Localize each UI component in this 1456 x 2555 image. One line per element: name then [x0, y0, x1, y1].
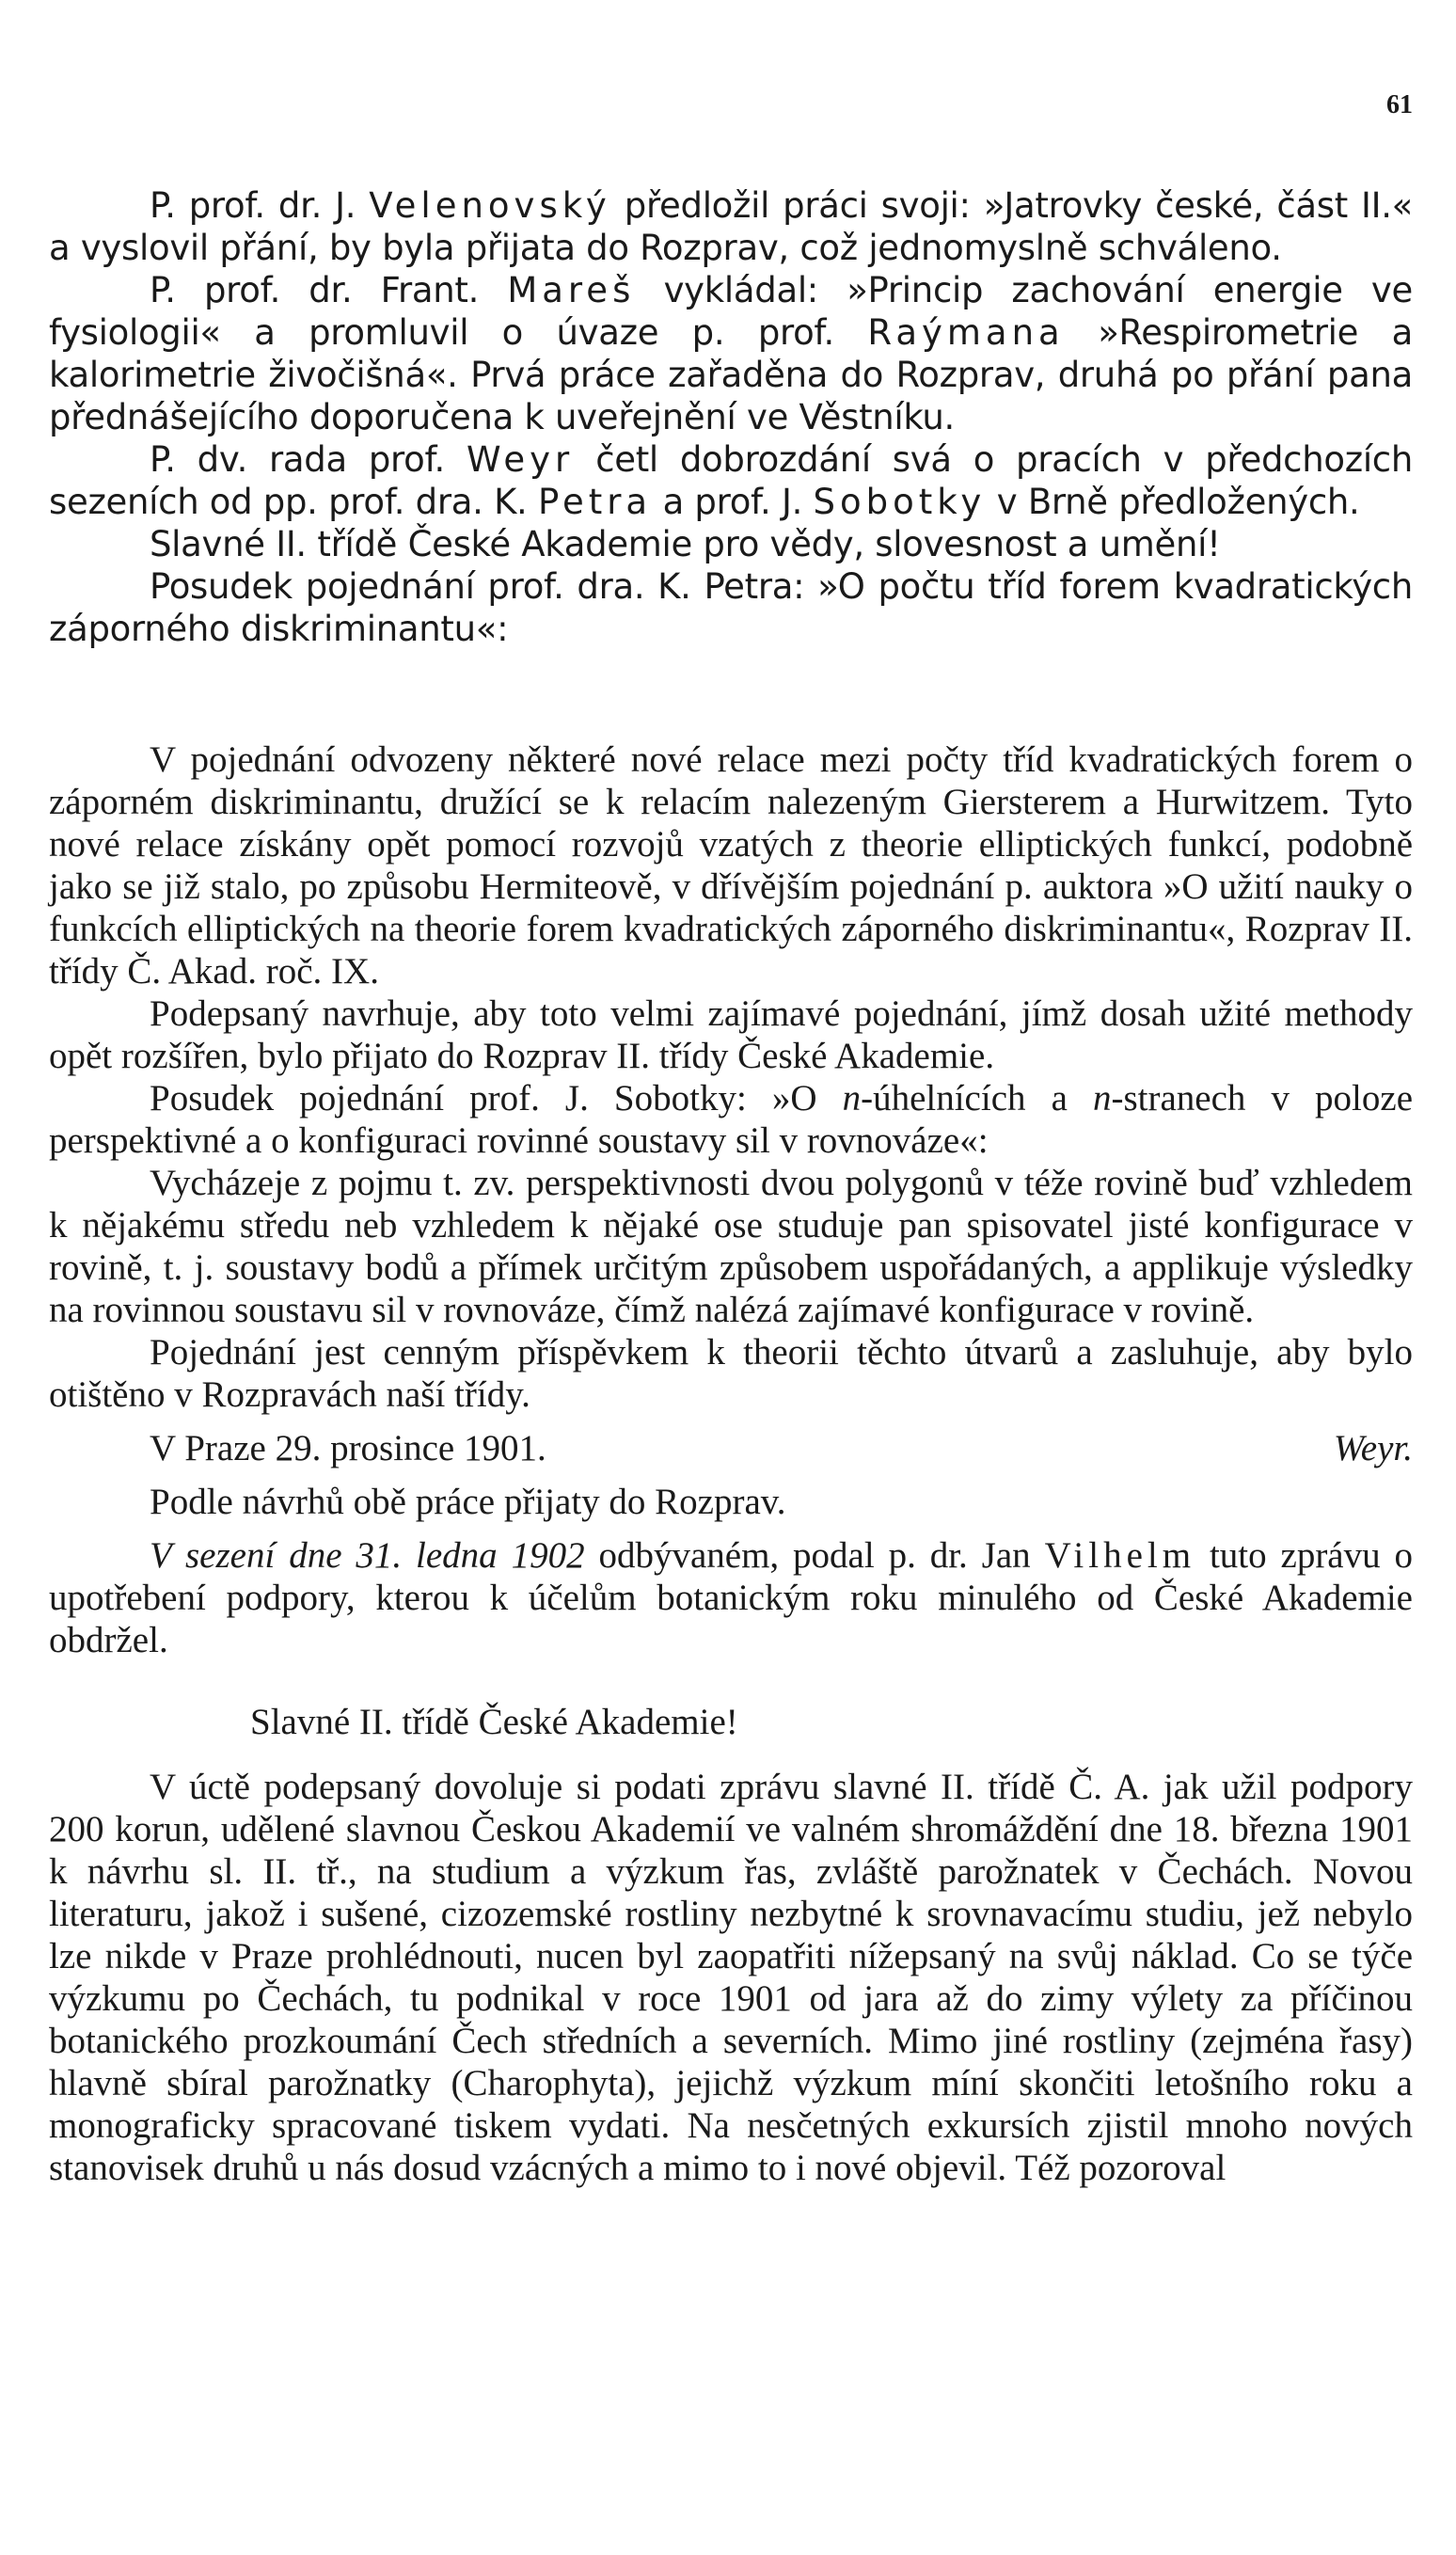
- paragraph-review-sobotka-proposal: Pojednání jest cenným příspěvkem k theorii těchto útvarů a zasluhuje, aby bylo otištěno v Rozpravách naší třídy.: [49, 1332, 1413, 1415]
- paragraph-review-sobotka-title: Posudek pojednání prof. J. Sobotky: »O n-úhelnících a n-stranech v poloze perspektivné a o konfiguraci rovinné soustavy sil v rovnováze«:: [49, 1078, 1414, 1161]
- date-line: V Praze 29. prosince 1901.: [150, 1428, 546, 1468]
- council-minutes-block: [49, 184, 1413, 650]
- name-sobotka: Sobotky: [813, 482, 987, 522]
- page-number: 61: [1386, 90, 1413, 119]
- paragraph-accepted: Podle návrhů obě práce přijaty do Rozprav.: [150, 1482, 786, 1522]
- name-mares: Mareš: [507, 270, 636, 310]
- date-signature-line: [49, 1427, 1413, 1469]
- salutation: Slavné II. třídě České Akademie!: [250, 1702, 738, 1742]
- paragraph-review-petr-proposal: Podepsaný navrhuje, aby toto velmi zajímavé pojednání, jímž dosah užité methody opět rozšířen, bylo přijato do Rozprav II. třídy České Akademie.: [49, 993, 1413, 1076]
- name-petr: Petra: [537, 482, 653, 522]
- paragraph-review-petr-title: Posudek pojednání prof. dra. K. Petra: »O počtu tříd forem kvadratických záporného diskriminantu«:: [49, 566, 1413, 649]
- paragraph-address: Slavné II. třídě České Akademie pro vědy, slovesnost a umění!: [150, 524, 1221, 564]
- paragraph-vilhelm-intro: V sezení dne 31. ledna 1902 odbývaném, podal p. dr. Jan Vilhelm tuto zprávu o upotřebení podpory, kterou k účelům botanickým roku minulého od České Akademie obdržel.: [49, 1535, 1413, 1660]
- name-weyr: Weyr: [466, 439, 575, 480]
- review-block: [49, 738, 1413, 2189]
- name-rayman: Raýmana: [867, 312, 1065, 353]
- paragraph-vilhelm-report: V úctě podepsaný dovoluje si podati zprávu slavné II. třídě Č. A. jak užil podpory 200 korun, udělené slavnou Českou Akademií ve valném shromáždění dne 18. března 1901 k návrhu sl. II. tř., na studium a výzkum řas, zvláště parožnatek v Čechách. Novou literaturu, jakož i sušené, cizozemské rostliny nezbytné k srovnavacímu studiu, jež nebylo lze nikde v Praze prohlédnouti, nucen byl zaopatřiti nížepsaný na svůj náklad. Co se týče výzkumu po Čechách, tu podnikal v roce 1901 od jara až do zimy výlety za příčinou botanického prozkoumání Čech středních a severních. Mimo jiné rostliny (zejména řasy) hlavně sbíral parožnatky (Charophyta), jejichž výzkum míní skončiti letošního roku a monograficky spracované tiskem vydati. Na nesčetných exkursích zjistil mnoho nových stanovisek druhů u nás dosud vzácných a mimo to i nové objevil. Též pozoroval: [49, 1767, 1413, 2188]
- name-vilhelm: Vilhelm: [1044, 1535, 1196, 1576]
- paragraph-weyr: P. dv. rada prof. Weyr četl dobrozdání svá o pracích v předchozích sezeních od pp. prof. dra. K. Petra a prof. J. Sobotky v Brně předložených.: [49, 439, 1414, 522]
- paragraph-mares: P. prof. dr. Frant. Mareš vykládal: »Princip zachování energie ve fysiologii« a promluvil o úvaze p. prof. Raýmana »Respirometrie a kalorimetrie živočišná«. Prvá práce zařaděna do Rozprav, druhá po přání pana přednášejícího doporučena k uveřejnění ve Věstníku.: [49, 270, 1413, 437]
- paragraph-review-petr-body: V pojednání odvozeny některé nové relace mezi počty tříd kvadratických forem o záporném diskriminantu, družící se k relacím nalezeným Giersterem a Hurwitzem. Tyto nové relace získány opět pomocí rozvojů vzatých z theorie elliptických funkcí, podobně jako se již stalo, po způsobu Hermiteově, v dřívějším pojednání p. auktora »O užití nauky o funkcích elliptických na theorie forem kvadratických záporného diskriminantu«, Rozprav II. třídy Č. Akad. roč. IX.: [49, 739, 1413, 992]
- paragraph-review-sobotka-body: Vycházeje z pojmu t. zv. perspektivnosti dvou polygonů v téže rovině buď vzhledem k nějakému středu neb vzhledem k nějaké ose studuje pan spisovatel jisté konfigurace v rovině, t. j. soustavy bodů a přímek určitým způsobem uspořádaných, a applikuje výsledky na rovinnou soustavu sil v rovnováze, čímž nalézá zajímavé konfigurace v rovině.: [49, 1163, 1413, 1330]
- paragraph-velenovsky: P. prof. dr. J. Velenovský předložil práci svoji: »Jatrovky české, část II.« a vyslovil přání, by byla přijata do Rozprav, což jednomyslně schváleno.: [49, 185, 1413, 268]
- signature-weyr: Weyr.: [1333, 1428, 1413, 1468]
- name-velenovsky: Velenovský: [369, 185, 611, 226]
